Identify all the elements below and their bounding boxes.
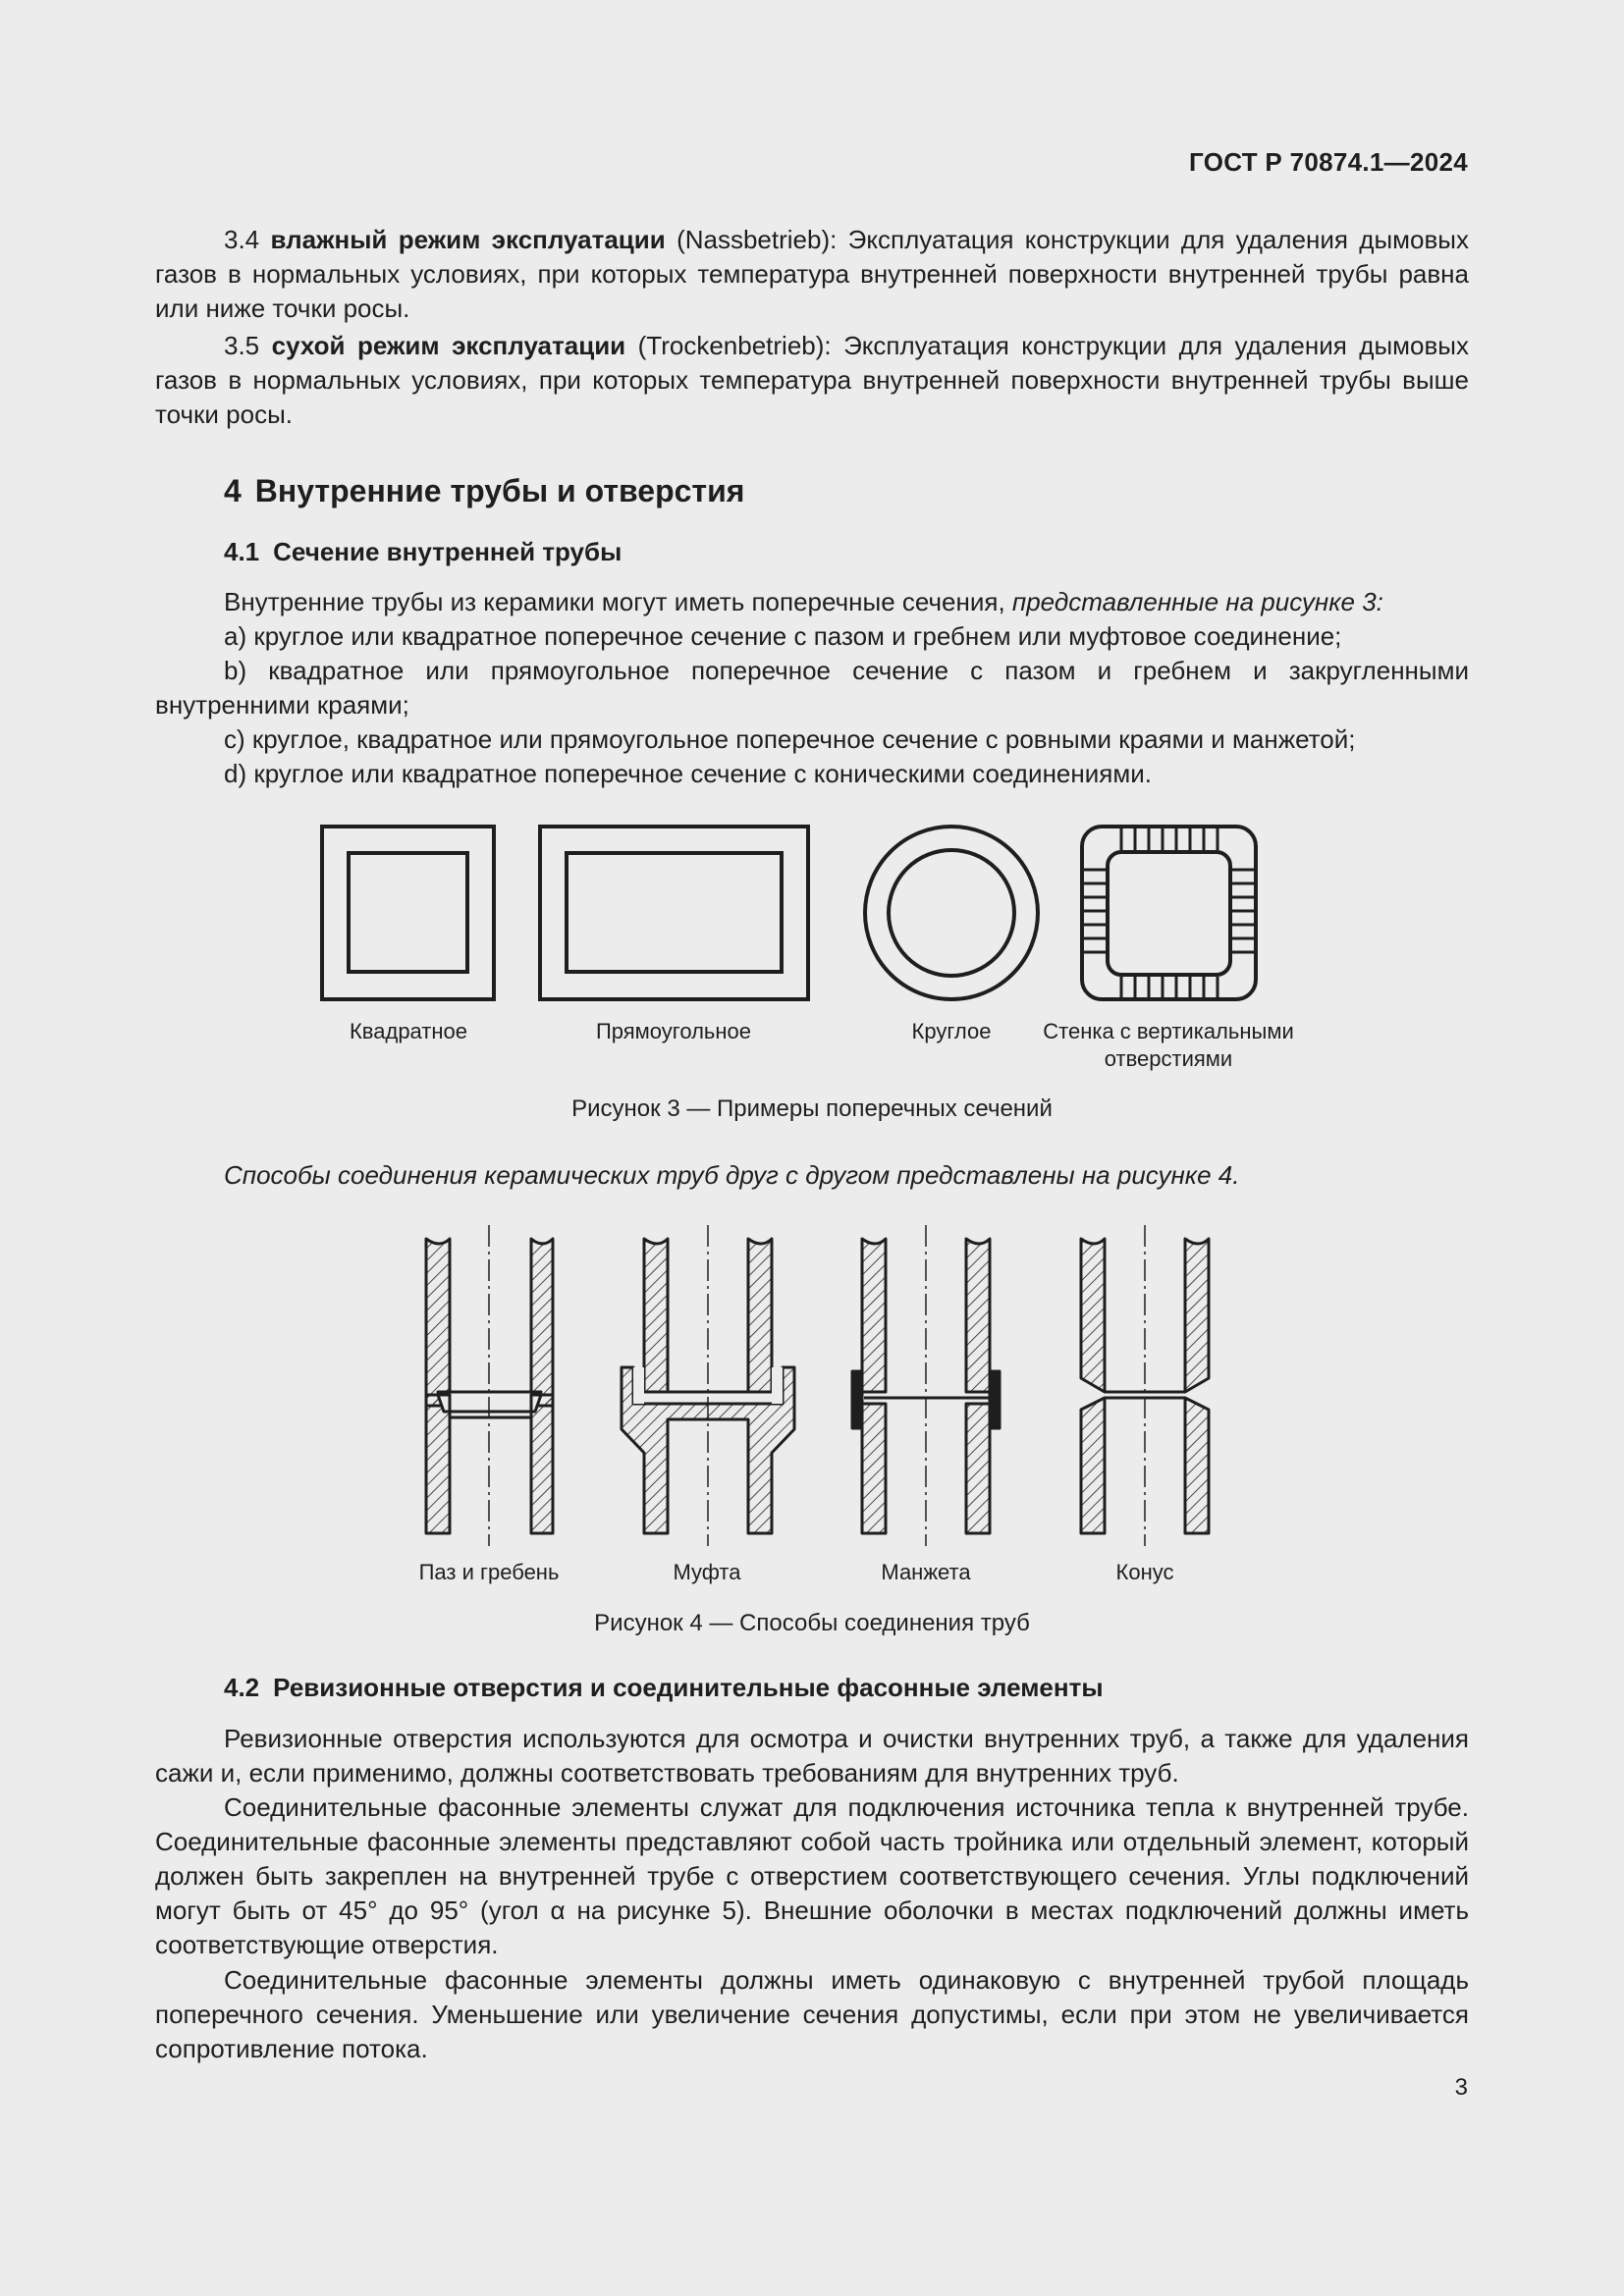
joint-tongue-groove — [426, 1239, 553, 1533]
fig4-label-sleeve: Муфта — [673, 1560, 741, 1584]
centerlines — [489, 1225, 1145, 1546]
def-text: (Nassbetrieb): Эксплуатация конструкции для удаления дымовых газов в нормальных условиях, при которых температура внутренней поверхности внутренней трубы равна или ниже точки росы. — [155, 225, 1469, 323]
section-number: 4.2 — [224, 1673, 260, 1702]
joint-collar — [852, 1239, 1000, 1533]
def-num: 3.4 — [224, 225, 260, 254]
list-item-d: d) круглое или квадратное поперечное сечение с коническими соединениями. — [224, 759, 1152, 788]
fig4-label-cone: Конус — [1115, 1560, 1174, 1584]
fig3-label-rectangle: Прямоугольное — [595, 1019, 752, 1043]
def-term: сухой режим эксплуатации — [271, 331, 626, 360]
joint-sleeve — [622, 1239, 794, 1533]
section-number: 4 — [224, 473, 242, 508]
page-number: 3 — [1454, 2074, 1468, 2101]
joint-cone — [1081, 1239, 1209, 1533]
intro-figure-ref: представленные на рисунке 3: — [1011, 587, 1383, 616]
fig3-label-round: Круглое — [911, 1019, 992, 1043]
section-title: Сечение внутренней трубы — [273, 537, 623, 566]
intro-text: Внутренние трубы из керамики могут иметь поперечные сечения, — [224, 587, 1012, 616]
def-term: влажный режим эксплуатации — [270, 225, 666, 254]
standard-code: ГОСТ Р 70874.1—2024 — [1189, 147, 1468, 177]
list-item-c: c) круглое, квадратное или прямоугольное поперечное сечение с ровными краями и манжетой; — [224, 724, 1356, 754]
fig4-label-tongue-groove: Паз и гребень — [418, 1560, 560, 1584]
fig4-label-collar: Манжета — [881, 1560, 971, 1584]
def-text: (Trockenbetrieb): Эксплуатация конструкции для удаления дымовых газов в нормальных условиях, при которых температура внутренней поверхности внутренней трубы выше точки росы. — [155, 331, 1469, 429]
paragraph-4-2-1: Ревизионные отверстия используются для осмотра и очистки внутренних труб, а также для удаления сажи и, если применимо, должны соответствовать требованиям для внутренних труб. — [155, 1724, 1469, 1788]
figure-4-caption: Рисунок 4 — Способы соединения труб — [594, 1610, 1030, 1636]
section-title: Ревизионные отверстия и соединительные фасонные элементы — [273, 1673, 1104, 1702]
paragraph-4-2-2: Соединительные фасонные элементы служат для подключения источника тепла к внутренней трубе. Соединительные фасонные элементы представляют собой часть тройника или отдельный элемент, который должен быть закреплен на внутренней трубе с отверстием соответствующего сечения. Углы подключений могут быть от 45° до 95° (угол α на рисунке 5). Внешние оболочки в местах подключений должны иметь соответствующие отверстия. — [155, 1792, 1469, 1959]
paragraph-4-2-3: Соединительные фасонные элементы должны иметь одинаковую с внутренней трубой площадь поперечного сечения. Уменьшение или увеличение сечения допустимы, если при этом не увеличивается сопротивление потока. — [155, 1965, 1469, 2063]
def-num: 3.5 — [224, 331, 260, 360]
list-item-a: a) круглое или квадратное поперечное сечение с пазом и гребнем или муфтовое соединение; — [224, 621, 1342, 651]
fig3-label-square: Квадратное — [349, 1019, 467, 1043]
fig3-label-hollow-wall: Стенка с вертикальными отверстиями — [1043, 1019, 1294, 1071]
list-item-b: b) квадратное или прямоугольное поперечное сечение с пазом и гребнем и закругленными внутренними краями; — [155, 656, 1469, 720]
figure-4-intro: Способы соединения керамических труб друг с другом представлены на рисунке 4. — [224, 1160, 1240, 1190]
figure-3-caption: Рисунок 3 — Примеры поперечных сечений — [571, 1095, 1053, 1122]
section-number: 4.1 — [224, 537, 260, 566]
section-title: Внутренние трубы и отверстия — [254, 473, 745, 508]
section-4-2-heading — [224, 1673, 1104, 1703]
